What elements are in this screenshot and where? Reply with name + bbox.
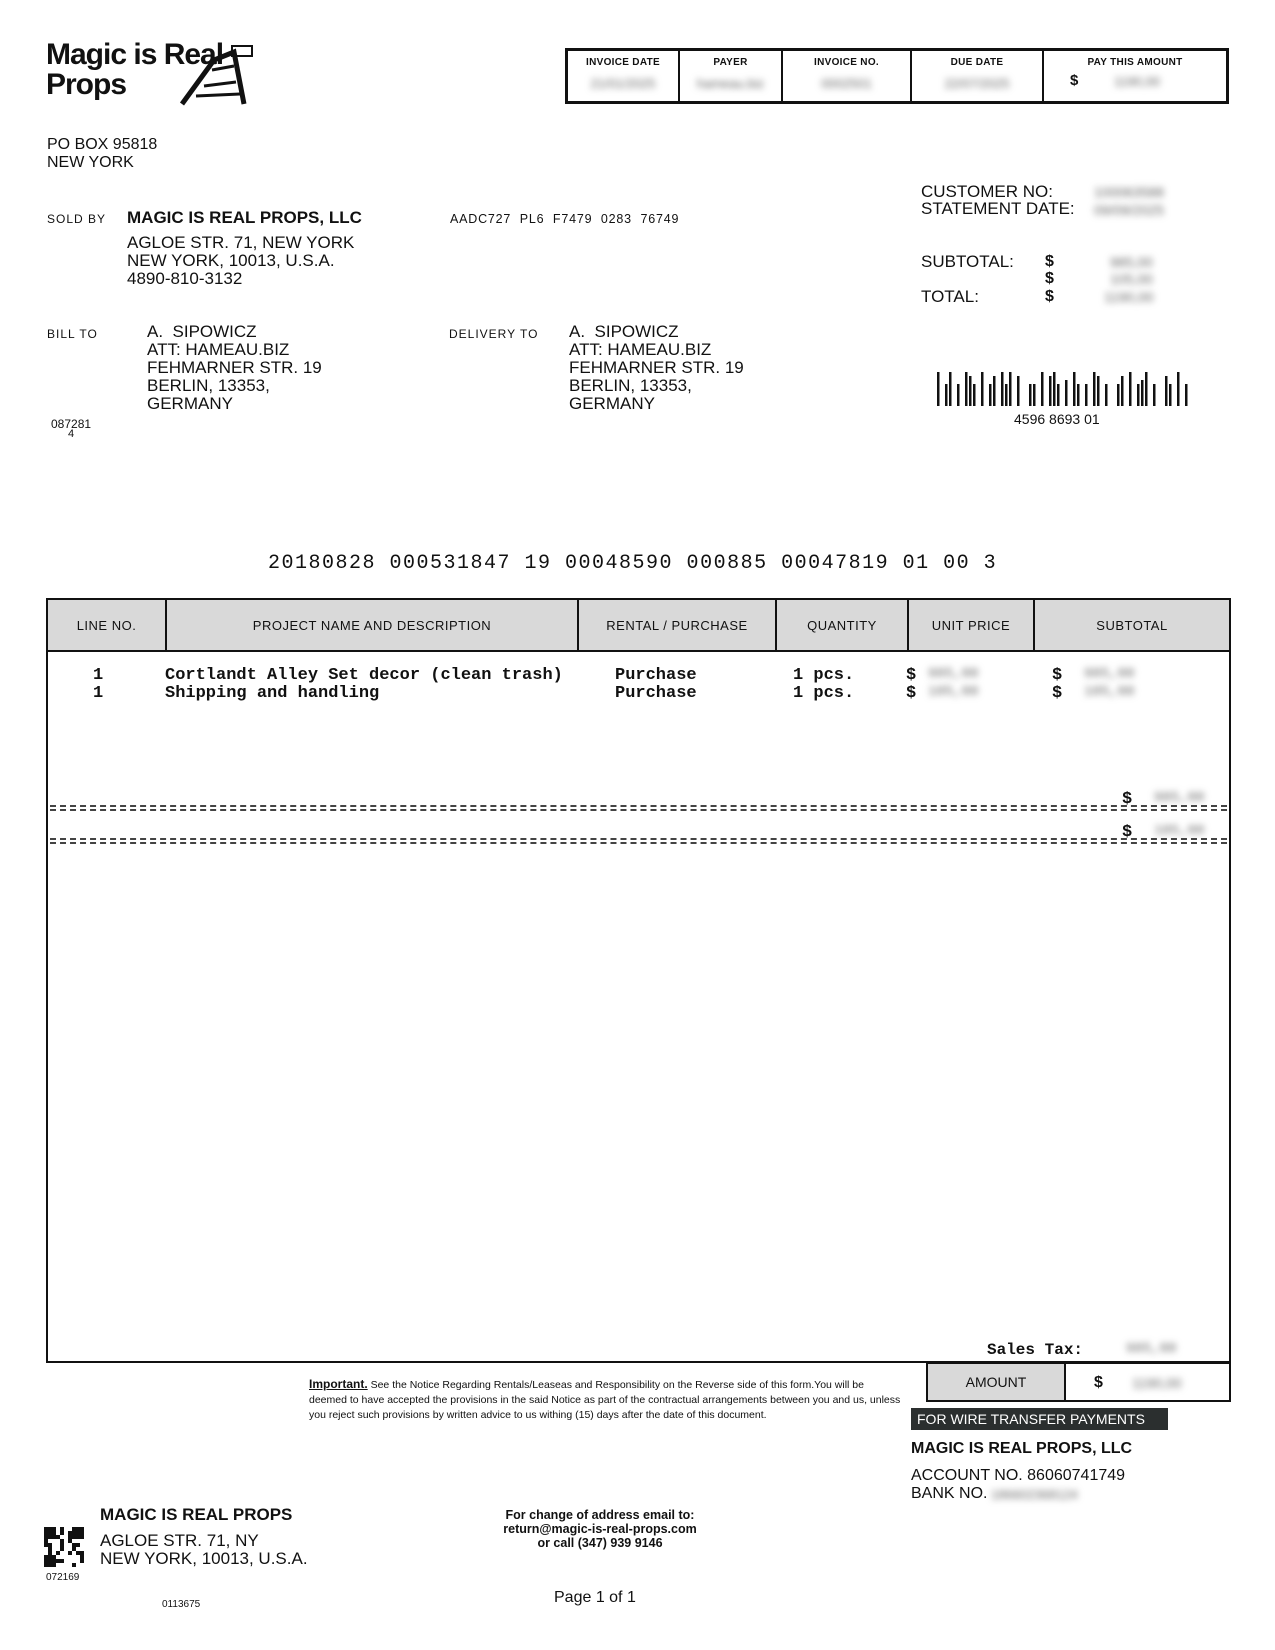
col-subtotal: SUBTOTAL — [1096, 617, 1168, 633]
po-box: PO BOX 95818 — [47, 136, 158, 153]
qr-code-icon — [44, 1527, 84, 1567]
due-date-cell — [912, 51, 1044, 101]
notice-text: See the Notice Regarding Rentals/Leaseas and Responsibility on the Reverse side of this form.You will be deemed to have accepted the provisions in the said Notice as part of the contractual arrangements between you and us, unless you reject such provisions by written advice to us withing (15) days after the date of this document. — [309, 1379, 901, 1421]
col-description: PROJECT NAME AND DESCRIPTION — [167, 600, 579, 650]
email-link[interactable]: return@magic-is-real-props.com — [503, 1522, 697, 1536]
amount-box — [926, 1362, 1231, 1402]
qr-code-number: 072169 — [46, 1572, 80, 1583]
customer-no-label: CUSTOMER NO: — [921, 182, 1053, 201]
double-rule-1 — [50, 805, 1227, 807]
double-rule-2 — [50, 838, 1227, 840]
row-line-no: 1 — [93, 684, 104, 703]
statement-date-value: 09/09/2025 — [1094, 202, 1165, 218]
invoice-no-cell — [783, 51, 912, 101]
address-change-note — [460, 1508, 740, 1550]
sold-by-phone: 4890-810-3132 — [127, 269, 243, 288]
row-unit-currency: $ — [906, 666, 917, 685]
bill-to-city: BERLIN, 13353, — [147, 376, 270, 395]
col-line-no: LINE NO. — [48, 600, 167, 650]
bill-to-label: BILL TO — [47, 327, 98, 341]
barcode-number: 4596 8693 01 — [1014, 411, 1100, 427]
bill-to-att: ATT: HAMEAU.BIZ — [147, 340, 290, 359]
double-rule-1b — [50, 809, 1227, 811]
delivery-to-street: FEHMARNER STR. 19 — [569, 358, 744, 377]
shipping-value: 105,00 — [1110, 271, 1153, 287]
invoice-no-label: INVOICE NO. — [814, 57, 879, 68]
wire-bank-no: 186602368124 — [991, 1487, 1078, 1502]
wire-company-name: MAGIC IS REAL PROPS, LLC — [911, 1440, 1133, 1457]
invoice-date-cell — [568, 51, 680, 101]
row-quantity: 1 pcs. — [793, 666, 855, 685]
film-strip-icon — [174, 42, 256, 108]
sold-by-addr2: NEW YORK, 10013, U.S.A. — [127, 251, 335, 270]
row-quantity: 1 pcs. — [793, 684, 855, 703]
bill-to-name: A. SIPOWICZ — [147, 322, 257, 341]
bill-to-code2: 4 — [68, 428, 75, 440]
delivery-to-att: ATT: HAMEAU.BIZ — [569, 340, 712, 359]
amount-currency: $ — [1094, 1374, 1103, 1391]
due-date-label: DUE DATE — [950, 57, 1004, 68]
statement-date-label: STATEMENT DATE: — [921, 199, 1075, 218]
sales-tax-row — [48, 1341, 1229, 1359]
footer-addr1: AGLOE STR. 71, NY — [100, 1531, 259, 1550]
sold-by-name: MAGIC IS REAL PROPS, LLC — [127, 208, 362, 227]
row-sub-currency: $ — [1052, 666, 1063, 685]
footer-company-name: MAGIC IS REAL PROPS — [100, 1505, 293, 1524]
email-line1: For change of address email to: — [505, 1508, 695, 1522]
pay-currency: $ — [1070, 72, 1079, 89]
row-subtotal: 985,00 — [1084, 666, 1135, 682]
row-line-no: 1 — [93, 666, 104, 685]
footer-address — [100, 1532, 308, 1568]
page-number: Page 1 of 1 — [554, 1589, 636, 1606]
row-sub-currency: $ — [1052, 684, 1063, 703]
pay-amount-cell — [1044, 51, 1226, 101]
total2-currency: $ — [1122, 823, 1133, 842]
bill-to-address — [147, 323, 322, 413]
row-unit-price: 105,00 — [928, 684, 979, 700]
double-rule-2b — [50, 842, 1227, 844]
col-unit-price: UNIT PRICE — [909, 600, 1035, 650]
sold-by-label: SOLD BY — [47, 212, 107, 226]
ocr-line: 20180828 000531847 19 00048590 000885 00047819 01 00 3 — [268, 552, 998, 575]
wire-bank-label: BANK NO. — [911, 1485, 988, 1502]
total2-value: 105,00 — [1154, 823, 1205, 839]
bill-to-street: FEHMARNER STR. 19 — [147, 358, 322, 377]
logo-line1: Magic is Real — [46, 38, 224, 71]
row-type: Purchase — [615, 684, 697, 703]
notice-bold: Important. — [309, 1377, 368, 1391]
invoice-date-label: INVOICE DATE — [586, 57, 660, 68]
row-description: Cortlandt Alley Set decor (clean trash) — [165, 666, 563, 685]
delivery-to-address — [569, 323, 744, 413]
invoice-header-box — [565, 48, 1229, 104]
col-quantity: QUANTITY — [777, 600, 909, 650]
table-header — [48, 600, 1229, 652]
company-logo — [46, 40, 256, 110]
customer-no-value: 100063588 — [1094, 184, 1165, 200]
bill-to-code: 087281 — [51, 417, 92, 431]
row-unit-currency: $ — [906, 684, 917, 703]
shipping-currency: $ — [1045, 270, 1054, 287]
row-description: Shipping and handling — [165, 684, 380, 703]
delivery-to-name: A. SIPOWICZ — [569, 322, 679, 341]
total1-currency: $ — [1122, 790, 1133, 809]
line-items-table — [46, 598, 1231, 1363]
col-rental-purchase: RENTAL / PURCHASE — [579, 600, 777, 650]
wire-account-no: ACCOUNT NO. 86060741749 — [911, 1467, 1126, 1484]
footer-code: 0113675 — [162, 1599, 201, 1610]
amount-value: 1190,00 — [1132, 1375, 1182, 1391]
total-value: 1190,00 — [1104, 289, 1154, 305]
sold-by-addr1: AGLOE STR. 71, NEW YORK — [127, 233, 355, 252]
total1-value: 985,00 — [1154, 790, 1205, 806]
due-date-value: 22/07/2025 — [944, 76, 1010, 91]
subtotal-currency: $ — [1045, 253, 1054, 270]
invoice-date-value: 21/01/2025 — [590, 76, 656, 91]
logo-line2: Props — [46, 68, 127, 101]
row-type: Purchase — [615, 666, 697, 685]
sales-tax-label: Sales Tax: — [987, 1341, 1084, 1359]
subtotal-label: SUBTOTAL: — [921, 252, 1014, 271]
wire-transfer-banner: FOR WIRE TRANSFER PAYMENTS — [911, 1408, 1168, 1430]
sender-city: NEW YORK — [47, 154, 134, 171]
important-notice — [309, 1377, 904, 1423]
subtotal-value: 985,00 — [1110, 254, 1153, 270]
reference-code: AADC727 PL6 F7479 0283 76749 — [450, 212, 680, 226]
row-subtotal: 105,00 — [1084, 684, 1135, 700]
table-row — [48, 684, 1229, 702]
phone-line: or call (347) 939 9146 — [537, 1536, 663, 1550]
amount-label: AMOUNT — [928, 1364, 1066, 1400]
bill-to-country: GERMANY — [147, 394, 233, 413]
pay-amount-value: 1190,00 — [1114, 74, 1161, 89]
delivery-to-country: GERMANY — [569, 394, 655, 413]
sold-by-address — [127, 234, 354, 288]
delivery-to-city: BERLIN, 13353, — [569, 376, 692, 395]
payer-label: PAYER — [713, 57, 748, 68]
footer-addr2: NEW YORK, 10013, U.S.A. — [100, 1549, 308, 1568]
row-unit-price: 985,00 — [928, 666, 979, 682]
payer-value: hameau.biz — [696, 76, 765, 91]
sender-address — [47, 136, 157, 172]
barcode-icon — [937, 368, 1195, 408]
sales-tax-value: 985,00 — [1126, 1341, 1177, 1357]
total-label: TOTAL: — [921, 287, 979, 306]
payer-cell — [680, 51, 783, 101]
table-row — [48, 666, 1229, 684]
pay-amount-label: PAY THIS AMOUNT — [1087, 57, 1183, 68]
invoice-no-value: 0002501 — [821, 76, 872, 91]
total-currency: $ — [1045, 288, 1054, 305]
delivery-to-label: DELIVERY TO — [449, 327, 539, 341]
